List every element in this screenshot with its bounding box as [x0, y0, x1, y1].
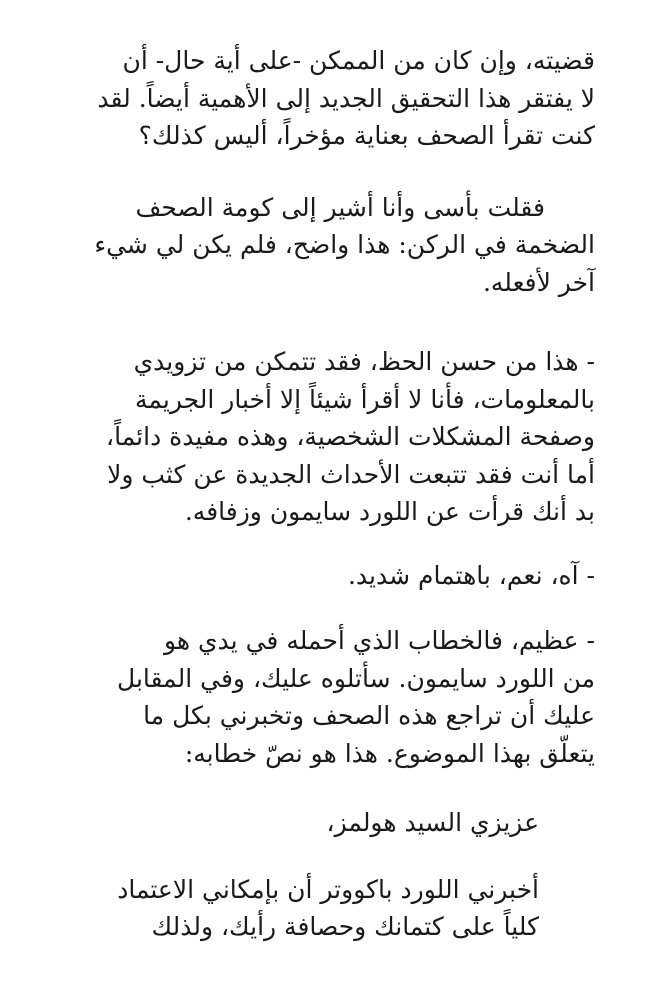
- text-line: فقلت بأسى وأنا أشير إلى كومة الصحف: [135, 192, 545, 222]
- paragraph-letter-intro: [46, 622, 595, 772]
- paragraph-case-intro: [46, 42, 595, 155]
- text-line: أخبرني اللورد باكووتر أن بإمكاني الاعتماد: [117, 874, 539, 904]
- text-line: آخر لأفعله.: [482, 267, 595, 297]
- text-line: عزيزي السيد هولمز،: [326, 808, 539, 837]
- letter-body: [46, 871, 595, 946]
- text-line: - عظيم، فالخطاب الذي أحمله في يدي هو: [163, 626, 595, 655]
- text-line: بالمعلومات، فأنا لا أقرأ شيئاً إلا أخبار الجريمة: [135, 384, 595, 414]
- text-line: أما أنت فقد تتبعت الأحداث الجديدة عن كثب ولا: [107, 459, 595, 489]
- paragraph-good-luck: [46, 343, 595, 531]
- text-line: يتعلّق بهذا الموضوع. هذا هو نصّ خطابه:: [184, 738, 595, 768]
- text-line: لا يفتقر هذا التحقيق الجديد إلى الأهمية أيضاً. لقد: [97, 83, 595, 113]
- text-line: عليك أن تراجع هذه الصحف وتخبرني بكل ما: [143, 701, 595, 730]
- text-line: قضيته، وإن كان من الممكن -على أية حال- أن: [122, 46, 595, 75]
- text-line: - هذا من حسن الحظ، فقد تتمكن من تزويدي: [133, 347, 595, 376]
- text-line: وصفحة المشكلات الشخصية، وهذه مفيدة دائماً،: [106, 422, 595, 451]
- text-line: بد أنك قرأت عن اللورد سايمون وزفافه.: [184, 497, 595, 526]
- text-line: كلياً على كتمانك وحصافة رأيك، ولذلك: [151, 912, 539, 941]
- text-line: من اللورد سايمون. سأتلوه عليك، وفي المقابل: [117, 663, 595, 693]
- paragraph-newspapers-reply: [46, 189, 595, 302]
- text-line: كنت تقرأ الصحف بعناية مؤخراً، أليس كذلك؟: [138, 121, 595, 150]
- text-line: الضخمة في الركن: هذا واضح، فلم يكن لي شيء: [94, 230, 595, 259]
- text-line: - آه، نعم، باهتمام شديد.: [347, 560, 595, 590]
- paragraph-interest-reply: [46, 557, 595, 595]
- letter-salutation: [46, 804, 595, 842]
